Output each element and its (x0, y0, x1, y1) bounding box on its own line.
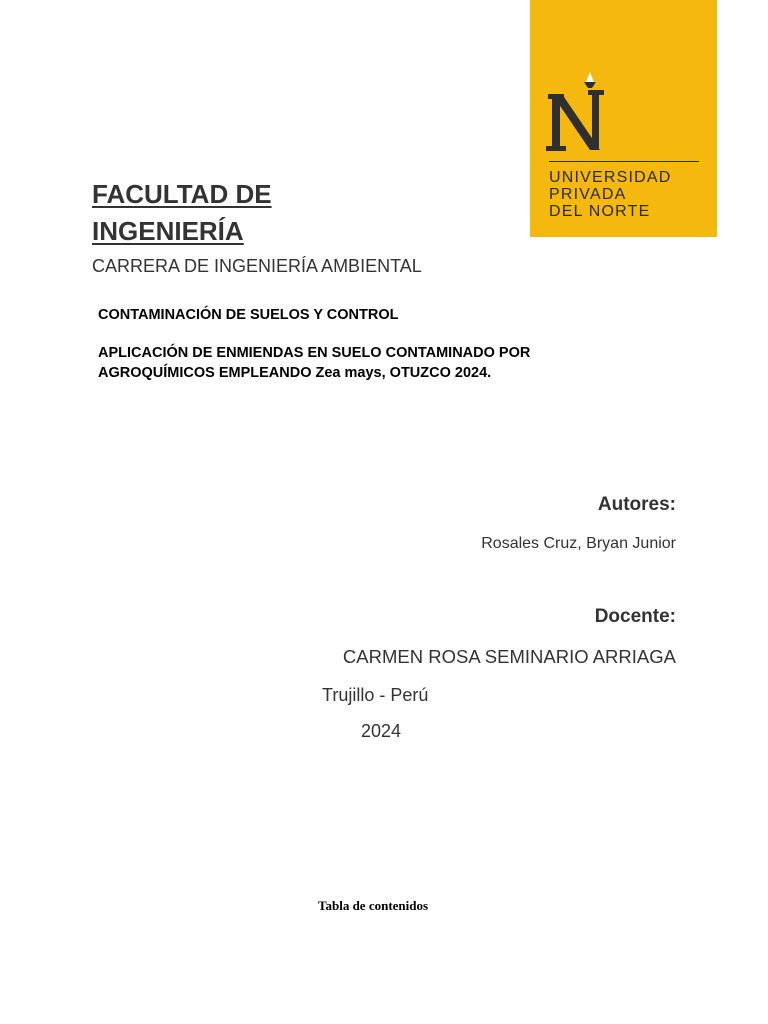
logo-divider (549, 161, 699, 162)
authors-label: Autores: (597, 494, 676, 515)
career-name: CARRERA DE INGENIERÍA AMBIENTAL (92, 256, 422, 276)
teacher-label: Docente: (594, 606, 676, 627)
thesis-title-line2: AGROQUÍMICOS EMPLEANDO Zea mays, OTUZCO 2024. (98, 365, 492, 381)
faculty-title-line1: FACULTAD DE (92, 179, 272, 209)
teacher-name: CARMEN ROSA SEMINARIO ARRIAGA (342, 646, 676, 667)
university-name (549, 169, 672, 220)
university-name-line3: DEL NORTE (549, 203, 651, 220)
faculty-title (92, 176, 272, 250)
university-name-line1: UNIVERSIDAD (549, 169, 672, 186)
table-of-contents-heading: Tabla de contenidos (318, 898, 429, 913)
city-country: Trujillo - Perú (322, 685, 429, 705)
university-name-line2: PRIVADA (549, 186, 627, 203)
course-name: CONTAMINACIÓN DE SUELOS Y CONTROL (98, 307, 399, 323)
upn-n-logo-icon (546, 70, 610, 156)
author-name: Rosales Cruz, Bryan Junior (481, 535, 676, 552)
thesis-title (98, 343, 638, 383)
thesis-title-line1: APLICACIÓN DE ENMIENDAS EN SUELO CONTAMINADO POR (98, 345, 531, 361)
faculty-title-line2: INGENIERÍA (92, 216, 244, 246)
university-logo (530, 0, 717, 237)
year: 2024 (361, 721, 402, 741)
